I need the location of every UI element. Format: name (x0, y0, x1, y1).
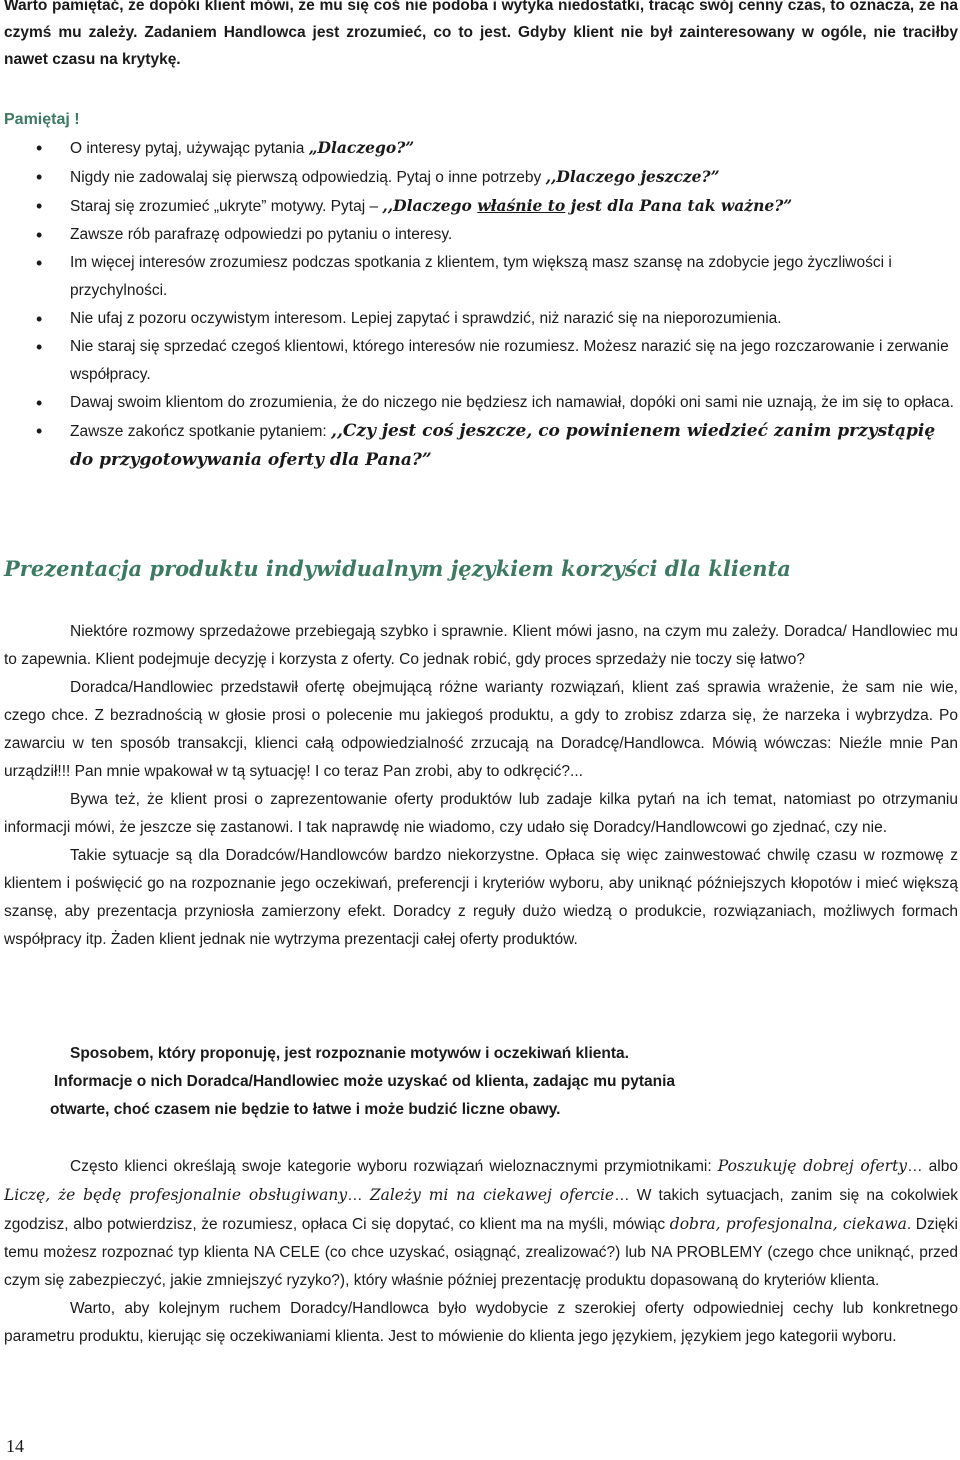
paragraph: Doradca/Handlowiec przedstawił ofertę obejmującą różne warianty rozwiązań, klient zaś sprawia wrażenie, że sam nie wie, czego chce. Z bezradnością w głosie prosi o polecenie mu jakiegoś produktu, a gdy to zrobisz zdarza się, że narzeka i wybrzydza. Po zawarciu w ten sposób transakcji, klienci całą odpowiedzialność zrzucają na Doradcę/Handlowca. Mówią wówczas: Nieźle mnie Pan urządził!!! Pan mnie wpakował w tą sytuację! I co teraz Pan zrobi, aby to odkręcić?... (4, 679, 958, 780)
list-item: • Zawsze rób parafrazę odpowiedzi po pytaniu o interesy. (36, 221, 960, 249)
page-number: 14 (6, 1436, 24, 1456)
paragraph: Często klienci określają swoje kategorie wyboru rozwiązań wieloznacznymi przymiotnikami: Poszukuję dobrej oferty… albo Liczę, że będę profesjonalnie obsługiwany… Zależy mi na ciekawej ofercie… W takich sytuacjach, zanim się na cokolwiek zgodzisz, albo potwierdzisz, że rozumiesz, opłaca Ci się dopytać, co klient ma na myśli, mówiąc dobra, profesjonalna, ciekawa. Dzięki temu możesz rozpoznać typ klienta NA CELE (co chce uzyskać, osiągnąć, zrealizować?) lub NA PROBLEMY (czego chce uniknąć, przed czym się zabezpieczyć, jakie zmniejszyć ryzyko?), który właśnie później prezentację produktu dopasowaną do kryteriów klienta. (4, 1157, 958, 1289)
callout-line: Informacje o nich Doradca/Handlowiec może uzyskać od klienta, zadając mu pytania (54, 1073, 676, 1090)
intro-paragraph: Warto pamiętać, że dopóki klient mówi, że mu się coś nie podoba i wytyka niedostatki, tracąc swój cenny czas, to oznacza, że na czymś mu zależy. Zadaniem Handlowca jest zrozumieć, co to jest. Gdyby klient nie był zainteresowany w ogóle, nie traciłby nawet czasu na krytykę. (4, 0, 958, 68)
section-body (4, 618, 958, 954)
list-item: • Im więcej interesów zrozumiesz podczas spotkania z klientem, tym większą masz szansę na zdobycie jego życzliwości i przychylności. (36, 249, 960, 305)
tips-list (36, 134, 960, 475)
callout-line: Sposobem, który proponuję, jest rozpoznanie motywów i oczekiwań klienta. (70, 1045, 629, 1062)
list-item: • O interesy pytaj, używając pytania „Dlaczego?” (36, 134, 960, 163)
paragraph: Bywa też, że klient prosi o zaprezentowanie oferty produktów lub zadaje kilka pytań na ich temat, natomiast po otrzymaniu informacji mówi, że jeszcze się zastanowi. I tak naprawdę nie wiadomo, czy udało się Doradcy/Handlowcowi go zjednać, czy nie. (4, 791, 958, 836)
paragraph: Niektóre rozmowy sprzedażowe przebiegają szybko i sprawnie. Klient mówi jasno, na czym mu zależy. Doradca/ Handlowiec mu to zapewnia. Klient podejmuje decyzję i korzysta z oferty. Co jednak robić, gdy proces sprzedaży nie toczy się łatwo? (4, 623, 958, 668)
list-item: • Nie ufaj z pozoru oczywistym interesom. Lepiej zapytać i sprawdzić, niż narazić się na nieporozumienia. (36, 305, 960, 333)
callout-line: otwarte, choć czasem nie będzie to łatwe i może budzić liczne obawy. (50, 1101, 561, 1118)
list-item: • Nie staraj się sprzedać czegoś klientowi, którego interesów nie rozumiesz. Możesz narazić się na jego rozczarowanie i zerwanie współpracy. (36, 333, 960, 389)
section-body-2 (4, 1152, 958, 1351)
list-item: • Staraj się zrozumieć „ukryte” motywy. Pytaj – ,,Dlaczego właśnie to jest dla Pana tak ważne?” (36, 192, 960, 221)
paragraph: Takie sytuacje są dla Doradców/Handlowców bardzo niekorzystne. Opłaca się więc zainwestować chwilę czasu w rozmowę z klientem i poświęcić go na rozpoznanie jego oczekiwań, preferencji i kryteriów wyboru, aby uniknąć późniejszych kłopotów i mieć większą szansę, aby prezentacja przyniosła zamierzony efekt. Doradcy z reguły dużo wiedzą o produkcie, rozwiązaniach, możliwych formach współpracy itp. Żaden klient jednak nie wytrzyma prezentacji całej oferty produktów. (4, 847, 958, 948)
section-heading: Prezentacja produktu indywidualnym językiem korzyści dla klienta (4, 556, 791, 581)
list-item: • Nigdy nie zadowalaj się pierwszą odpowiedzią. Pytaj o inne potrzeby ,,Dlaczego jeszcze?” (36, 163, 960, 192)
paragraph: Warto, aby kolejnym ruchem Doradcy/Handlowca było wydobycie z szerokiej oferty odpowiedniej cechy lub konkretnego parametru produktu, kierując się oczekiwaniami klienta. Jest to mówienie do klienta jego językiem, językiem jego kategorii wyboru. (4, 1300, 958, 1345)
list-item: • Zawsze zakończ spotkanie pytaniem: ,,Czy jest coś jeszcze, co powinienem wiedzieć zanim przystąpię do przygotowywania oferty dla Pana?” (36, 417, 960, 475)
remember-label: Pamiętaj ! (4, 111, 80, 128)
list-item: • Dawaj swoim klientom do zrozumienia, że do niczego nie będziesz ich namawiał, dopóki oni sami nie uznają, że im się to opłaca. (36, 389, 960, 417)
